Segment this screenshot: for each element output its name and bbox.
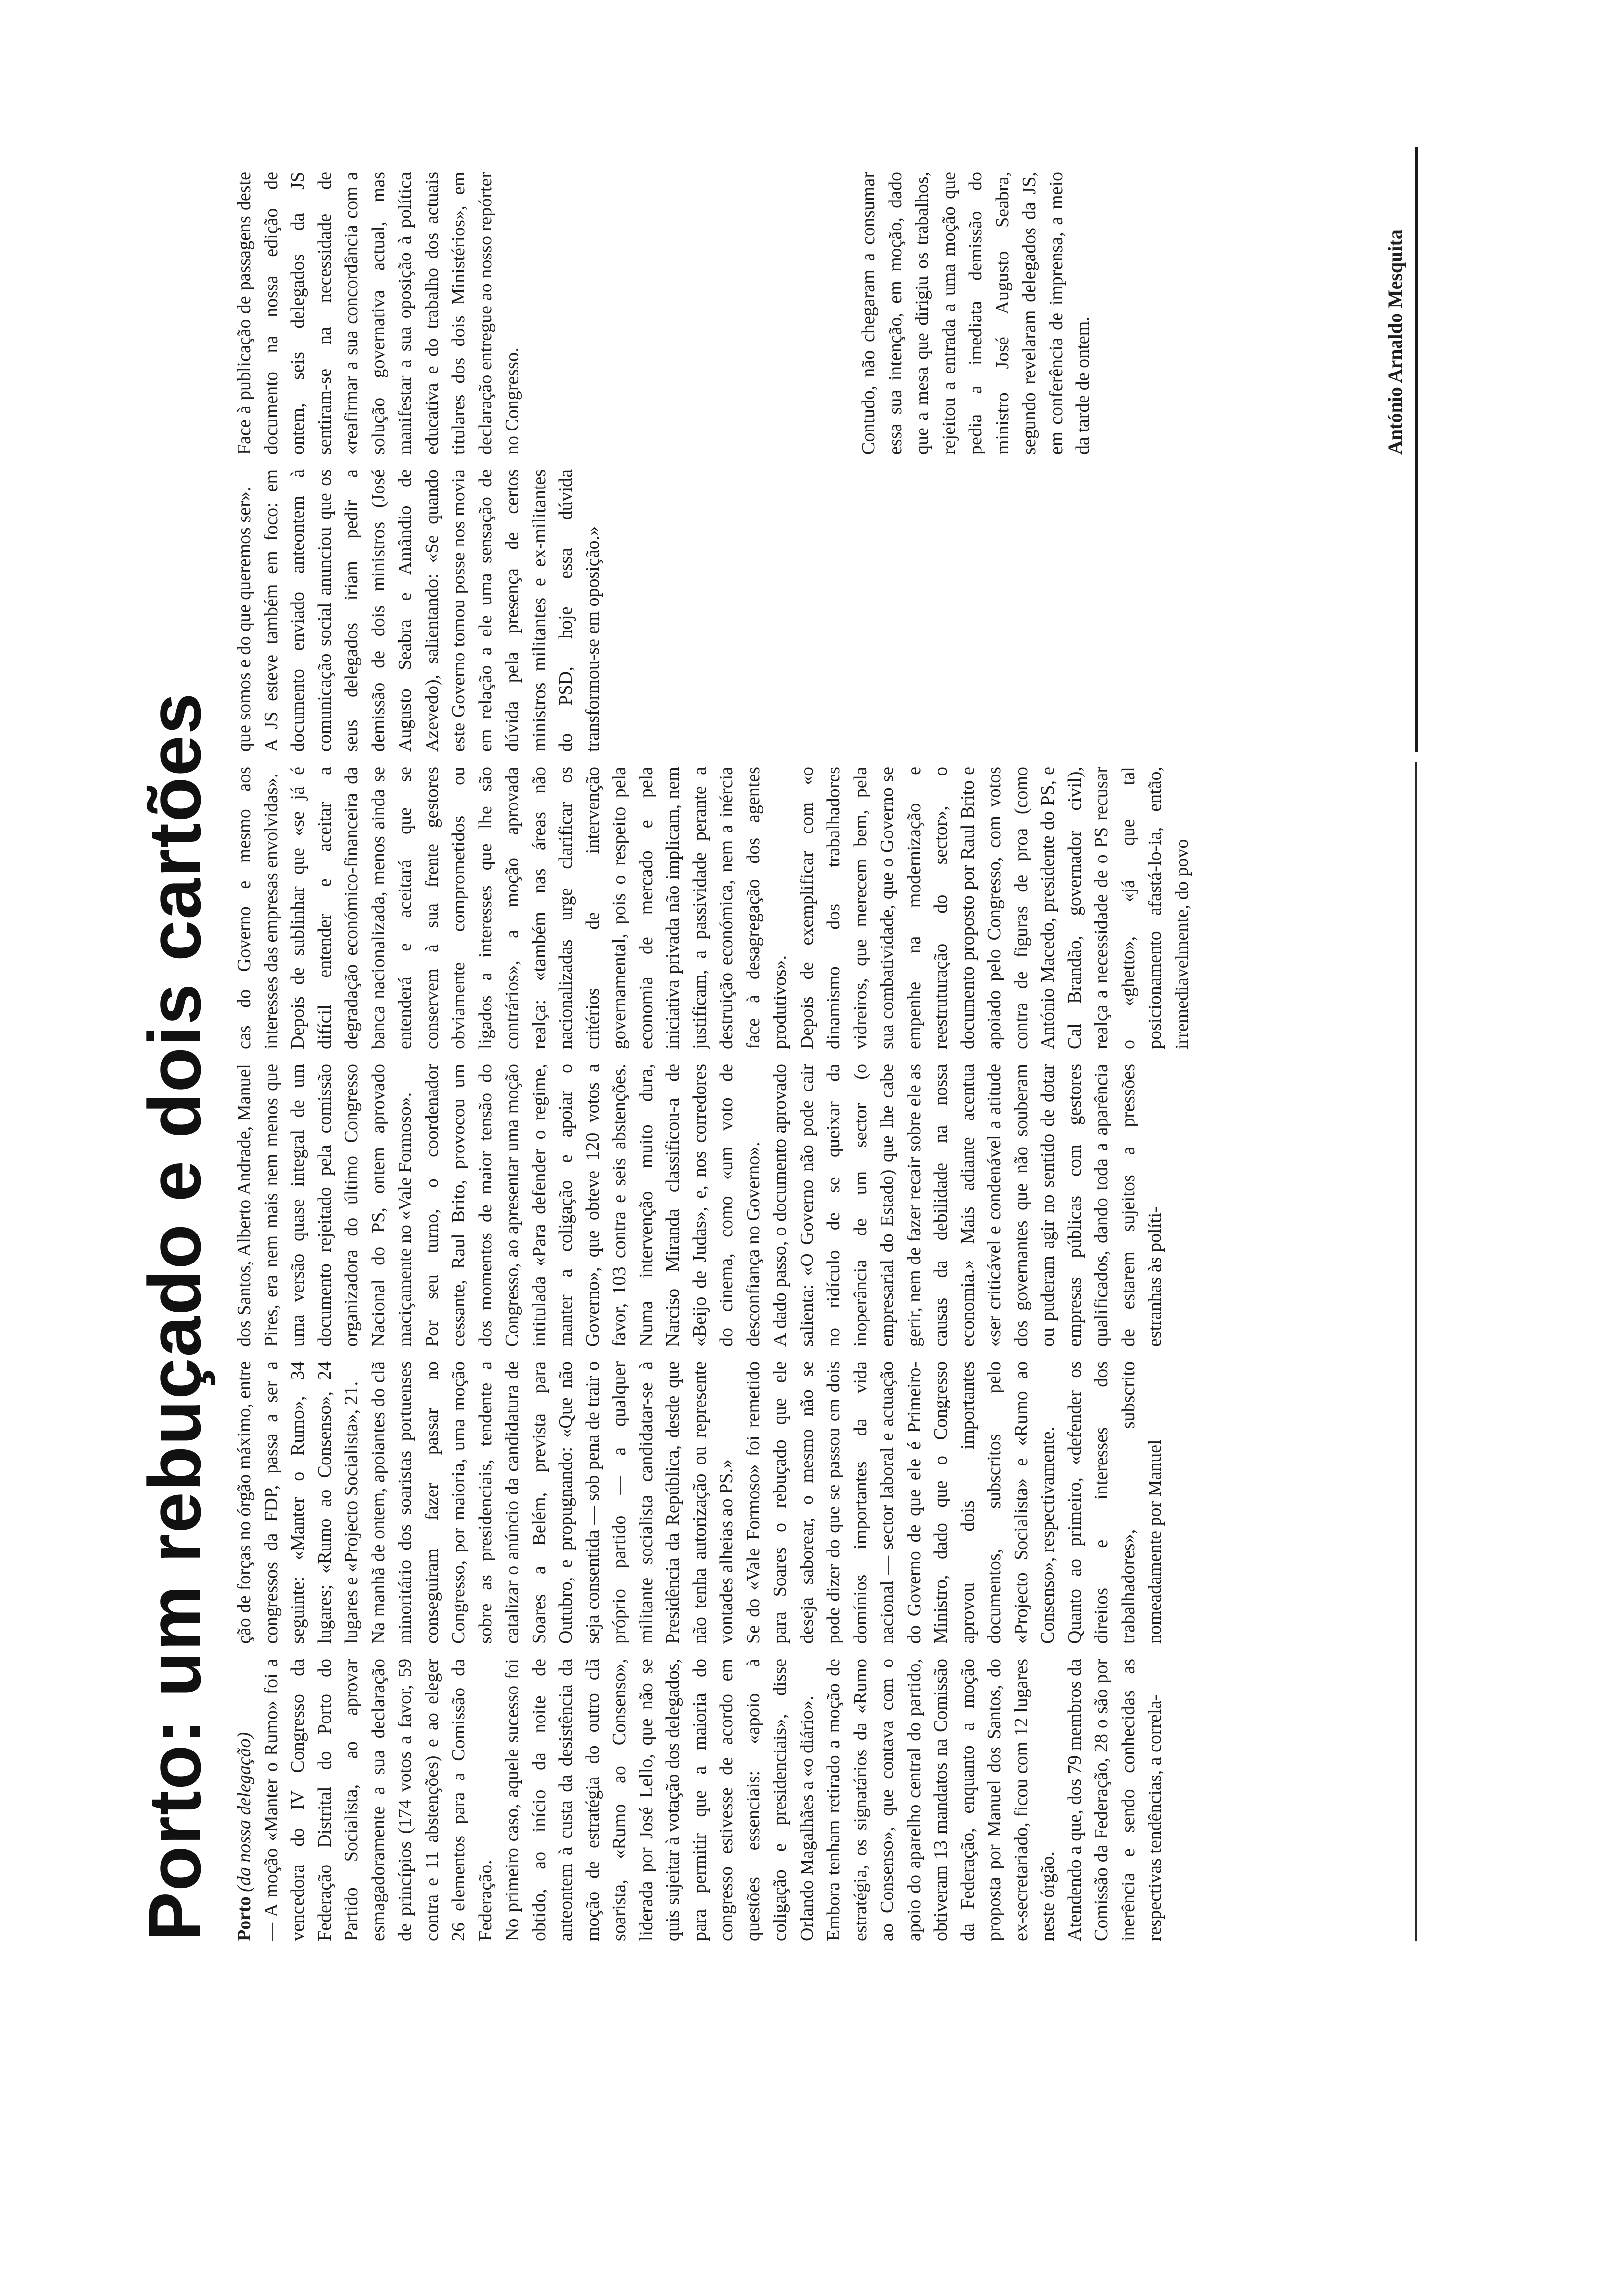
article-column-4: cas do Governo e mesmo aos interesses das empresas envolvidas». Depois de sublinhar que «se já é difícil entender e aceitar a degradação económico-financeira da banca nacionalizada, menos ainda se entenderá e aceitará que se conservem à sua frente gestores obviamente comprometidos ou ligados a interesses que lhe são contrários», a moção aprovada realça: «também nas áreas não nacionalizadas urge clarificar os critérios de intervenção governamental, pois o respeito pela economia de mercado e pela iniciativa privada não implicam, nem justificam, a passividade perante a destruição económica, nem a inércia face à desagregação dos agentes produtivos». Depois de exemplificar com «o dinamismo dos trabalhadores vidreiros, que merecem bem, pela sua combatividade, que o Governo se empenhe na modernização e reestruturação do sector», o documento proposto por Raul Brito e apoiado pelo Congresso, com votos contra de figuras de proa (como António Macedo, presidente do PS, e Cal Brandão, governador civil), realça a necessidade de o PS recusar o «ghetto», «já que tal posicionamento afastá-lo-ia, então, irremediavelmente, do povo — [234, 767, 1192, 1049]
dateline-place: Porto — [234, 1896, 255, 1941]
column-1-text: — A moção «Manter o Rumo» foi a vencedora do IV Congresso da Federação Distrital do Porto do Partido Socialista, ao aprovar esmagadoramente a sua declaração de princípios (174 votos a favor, 59 contra e 11 abstenções) e ao eleger 26 elementos para a Comissão da Federação. No primeiro caso, aquele sucesso foi obtido, ao início da noite de anteontem à custa da desistência da moção de estratégia do outro clã soarista, «Rumo ao Consenso», liderada por José Lello, que não se quis sujeitar à votação dos delegados, para permitir que a maioria do congresso estivesse de acordo em questões essenciais: «apoio à coligação e presidenciais», disse Orlando Magalhães a «o diário». Embora tenham retirado a moção de estratégia, os signatários da «Rumo ao Consenso», que contava com o apoio do aparelho central do partido, obtiveram 13 mandatos na Comissão da Federação, enquanto a moção proposta por Manuel dos Santos, do ex-secretariado, ficou com 12 lugares neste órgão. Atendendo a que, dos 79 membros da Comissão da Federação, 28 o são por inerência e sendo conhecidas as respectivas tendências, a correla- — [260, 1659, 1165, 1941]
newspaper-clipping — [128, 133, 1455, 1951]
article-column-2: ção de forças no órgão máximo, entre congressos da FDP, passa a ser a seguinte: «Manter o Rumo», 34 lugares; «Rumo ao Consenso», 24 lugares e «Projecto Socialista», 21. Na manhã de ontem, apoiantes do clã minoritário dos soaristas portuenses conseguiram fazer passar no Congresso, por maioria, uma moção sobre as presidenciais, tendente a catalizar o anúncio da candidatura de Soares a Belém, prevista para Outubro, e propugnando: «Que não seja consentida — sob pena de trair o próprio partido — a qualquer militante socialista candidatar-se à Presidência da República, desde que não tenha autorização ou represente vontades alheias ao PS.» Se do «Vale Formoso» foi remetido para Soares o rebuçado que ele deseja saborear, o mesmo não se pode dizer do que se passou em dois domínios importantes da vida nacional — sector laboral e actuação do Governo de que ele é Primeiro-Ministro, dado que o Congresso aprovou dois importantes documentos, subscritos pelo «Projecto Socialista» e «Rumo ao Consenso», respectivamente. Quanto ao primeiro, «defender os direitos e interesses dos trabalhadores», subscrito nomeadamente por Manuel — [234, 1361, 1165, 1644]
article-column-6: Face à publicação de passagens deste documento na nossa edição de ontem, seis delegados da JS sentiram-se na necessidade de «reafirmar a sua concordância com a solução governativa actual, mas manifestar a sua oposição à política educativa e do trabalho dos actuais titulares dos dois Ministérios», em declaração entregue ao nosso repórter no Congresso. — [234, 172, 522, 455]
headline: Porto: um rebuçado e dois cartões — [133, 692, 216, 1941]
dateline-source: (da nossa delegação) — [234, 1732, 255, 1892]
article-column-7: Contudo, não chegaram a consumar essa sua intenção, em moção, dado que a mesa que dirigiu os trabalhos, rejeitou a entrada a uma moção que pedia a imediata demissão do ministro José Augusto Seabra, segundo revelaram delegados da JS, em conferência de imprensa, a meio da tarde de ontem. — [858, 172, 1093, 455]
article-column-3: dos Santos, Alberto Andrade, Manuel Pires, era nem mais nem menos que uma versão quase integral de um documento rejeitado pela comissão organizadora do último Congresso Nacional do PS, ontem aprovado maciçamente no «Vale Formoso». Por seu turno, o coordenador cessante, Raul Brito, provocou um dos momentos de maior tensão do Congresso, ao apresentar uma moção intitulada «Para defender o regime, manter a coligação e apoiar o Governo», que obteve 120 votos a favor, 103 contra e seis abstenções. Numa intervenção muito dura, Narciso Miranda classificou-a de «Beijo de Judas», e, nos corredores do cinema, como «um voto de desconfiança no Governo». A dado passo, o documento aprovado salienta: «O Governo não pode cair no ridículo de se queixar da inoperância de um sector (o empresarial do Estado) que lhe cabe gerir, nem de fazer recair sobre ele as causas da debilidade na nossa economia.» Mais adiante acentua «ser criticável e condenável a atitude dos governantes que não souberam ou puderam agir no sentido de dotar empresas públicas com gestores qualificados, dando toda a aparência de estarem sujeitos a pressões estranhas às políti- — [234, 1064, 1165, 1347]
article-column-1 — [231, 1659, 1381, 1941]
byline: António Arnaldo Mesquita — [1384, 230, 1406, 455]
article-column-5: que somos e do que queremos ser». A JS esteve também em foco: em documento enviado anteontem à comunicação social anunciou que os seus delegados iriam pedir a demissão de dois ministros (José Augusto Seabra e Amândio de Azevedo), salientando: «Se quando este Governo tomou posse nos movia em relação a ele uma sensação de dúvida pela presença de certos ministros militantes e ex-militantes do PSD, hoje essa dúvida transformou-se em oposição.» — [234, 469, 603, 752]
column-rule — [1415, 762, 1417, 1941]
end-rule — [1415, 147, 1418, 752]
